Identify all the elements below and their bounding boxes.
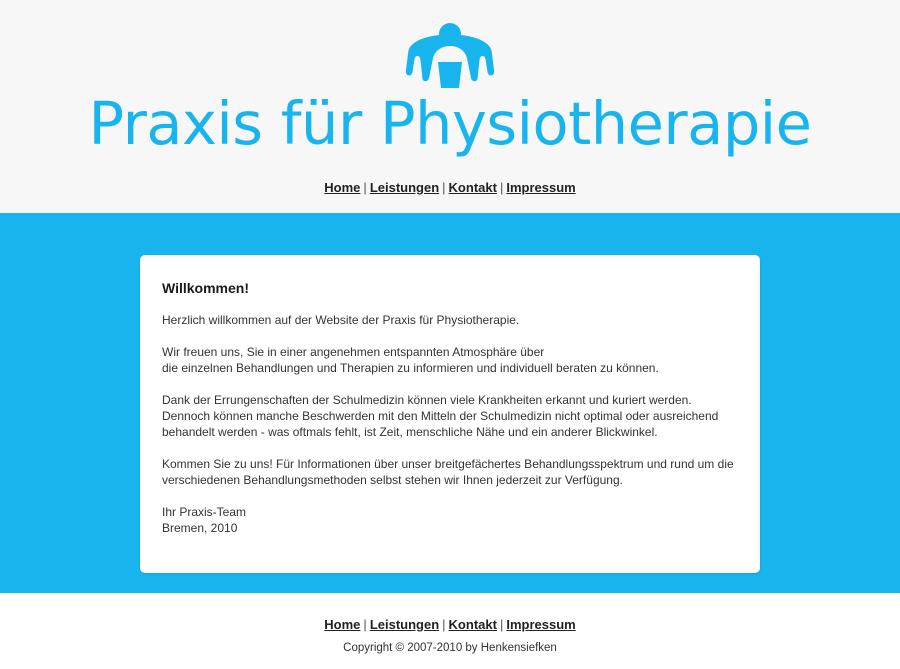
site-footer (0, 593, 900, 669)
footer-item-leistungen[interactable]: Leistungen (369, 617, 440, 632)
site-title-part1: Praxis für (88, 89, 380, 158)
footer-item-kontakt[interactable]: Kontakt (448, 617, 497, 632)
primary-navigation (0, 180, 900, 195)
footer-separator-2: | (442, 617, 446, 632)
nav-separator-1: | (363, 180, 367, 195)
copyright-text: Copyright © 2007-2010 by Henkensiefken (343, 642, 557, 654)
welcome-card (140, 255, 760, 573)
nav-item-leistungen[interactable]: Leistungen (369, 180, 440, 195)
nav-item-impressum[interactable]: Impressum (506, 180, 576, 195)
paragraph-3: Dank der Errungenschaften der Schulmedizin können viele Krankheiten erkannt und kuriert werden. Dennoch können manche Beschwerden mit den Mitteln der Schulmedizin nicht optimal oder ausreichend behandelt werden - was oftmals fehlt, ist Zeit, menschliche Nähe und ein anderer Blickwinkel. (162, 393, 719, 439)
site-title (0, 88, 900, 160)
nav-item-kontakt[interactable]: Kontakt (448, 180, 497, 195)
footer-item-home[interactable]: Home (324, 617, 361, 632)
paragraph-4: Kommen Sie zu uns! Für Informationen über unser breitgefächertes Behandlungsspektrum und rund um die verschiedenen Behandlungsmethoden selbst stehen wir Ihnen jederzeit zur Verfügung. (162, 457, 734, 487)
nav-separator-2: | (442, 180, 446, 195)
content-band (0, 213, 900, 593)
footer-separator-1: | (363, 617, 367, 632)
paragraph-5: Ihr Praxis-Team Bremen, 2010 (162, 505, 247, 535)
logo-container (0, 22, 900, 93)
site-header (0, 0, 900, 213)
footer-separator-3: | (499, 617, 504, 632)
card-body (140, 296, 760, 558)
paragraph-2: Wir freuen uns, Sie in einer angenehmen entspannten Atmosphäre über die einzelnen Behandlungen und Therapien zu informieren und individuell beraten zu können. (162, 345, 659, 375)
person-raised-arms-icon (405, 22, 495, 88)
card-title: Willkommen! (162, 280, 249, 296)
nav-separator-3: | (499, 180, 504, 195)
site-title-part2: Physiotherapie (379, 89, 812, 158)
footer-item-impressum[interactable]: Impressum (506, 617, 576, 632)
paragraph-1: Herzlich willkommen auf der Website der Praxis für Physiotherapie. (162, 313, 520, 327)
nav-item-home[interactable]: Home (324, 180, 361, 195)
footer-navigation (0, 593, 900, 632)
